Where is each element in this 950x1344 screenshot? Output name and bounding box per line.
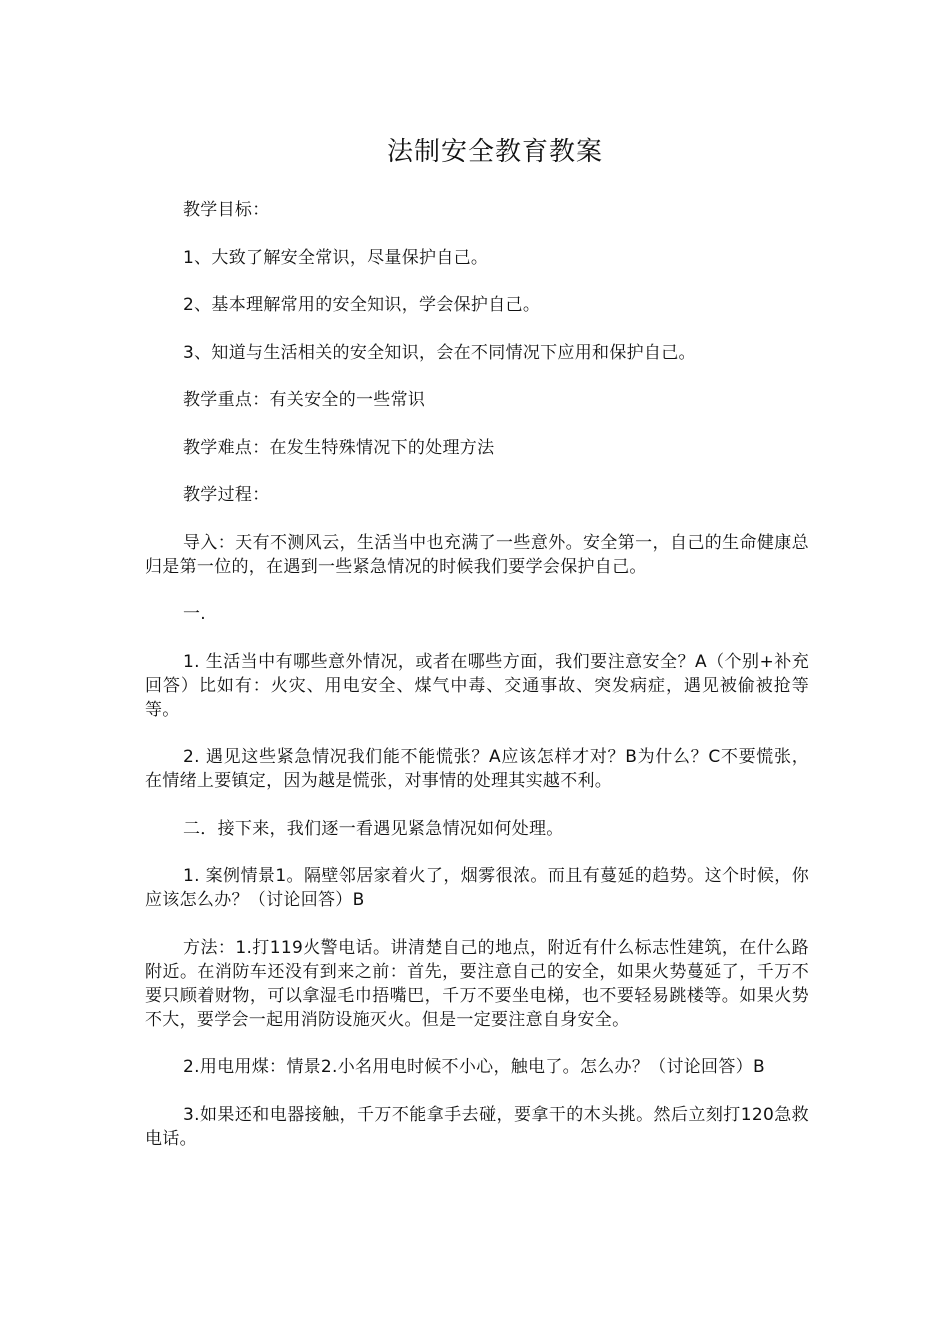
paragraph-section-one: 一. bbox=[183, 604, 207, 624]
document-title: 法制安全教育教案 bbox=[386, 137, 603, 167]
paragraph-question-1: 1. 生活当中有哪些意外情况，或者在哪些方面，我们要注意安全？A（个别+补充回答）比如有：火灾、用电安全、煤气中毒、交通事故、突发病症，遇见被偷被抢等等。 bbox=[145, 651, 809, 720]
paragraph-section-two: 二．接下来，我们逐一看遇见紧急情况如何处理。 bbox=[183, 818, 564, 839]
paragraph-objective-2: 2、基本理解常用的安全知识，学会保护自己。 bbox=[183, 295, 541, 315]
paragraph-process-heading: 教学过程： bbox=[183, 485, 270, 505]
paragraph-method: 方法：1.打119火警电话。讲清楚自己的地点，附近有什么标志性建筑，在什么路附近。在消防车还没有到来之前：首先，要注意自己的安全，如果火势蔓延了，千万不要只顾着财物，可以拿湿毛巾捂嘴巴，千万不要坐电梯，也不要轻易跳楼等。如果火势不大，要学会一起用消防设施灭火。但是一定要注意自身安全。 bbox=[145, 937, 809, 1030]
paragraph-objective-1: 1、大致了解安全常识，尽量保护自己。 bbox=[183, 247, 489, 268]
paragraph-question-2: 2. 遇见这些紧急情况我们能不能慌张？A应该怎样才对？B为什么？C不要慌张，在情绪上要镇定，因为越是慌张，对事情的处理其实越不利。 bbox=[145, 747, 809, 791]
paragraph-key-points: 教学重点：有关安全的一些常识 bbox=[183, 390, 426, 410]
paragraph-case-2: 2.用电用煤：情景2.小名用电时候不小心，触电了。怎么办？（讨论回答）B bbox=[183, 1057, 765, 1077]
paragraph-step-3: 3.如果还和电器接触，千万不能拿手去碰，要拿干的木头挑。然后立刻打120急救电话。 bbox=[145, 1104, 809, 1149]
paragraph-difficulties: 教学难点：在发生特殊情况下的处理方法 bbox=[183, 437, 495, 458]
paragraph-case-1: 1. 案例情景1。隔壁邻居家着火了，烟雾很浓。而且有蔓延的趋势。这个时候，你应该怎么办？（讨论回答）B bbox=[145, 866, 809, 910]
paragraph-objectives-heading: 教学目标： bbox=[183, 200, 270, 220]
paragraph-introduction: 导入：天有不测风云，生活当中也充满了一些意外。安全第一，自己的生命健康总归是第一位的，在遇到一些紧急情况的时候我们要学会保护自己。 bbox=[145, 532, 809, 577]
document-body bbox=[145, 198, 809, 1174]
paragraph-objective-3: 3、知道与生活相关的安全知识，会在不同情况下应用和保护自己。 bbox=[183, 342, 696, 363]
